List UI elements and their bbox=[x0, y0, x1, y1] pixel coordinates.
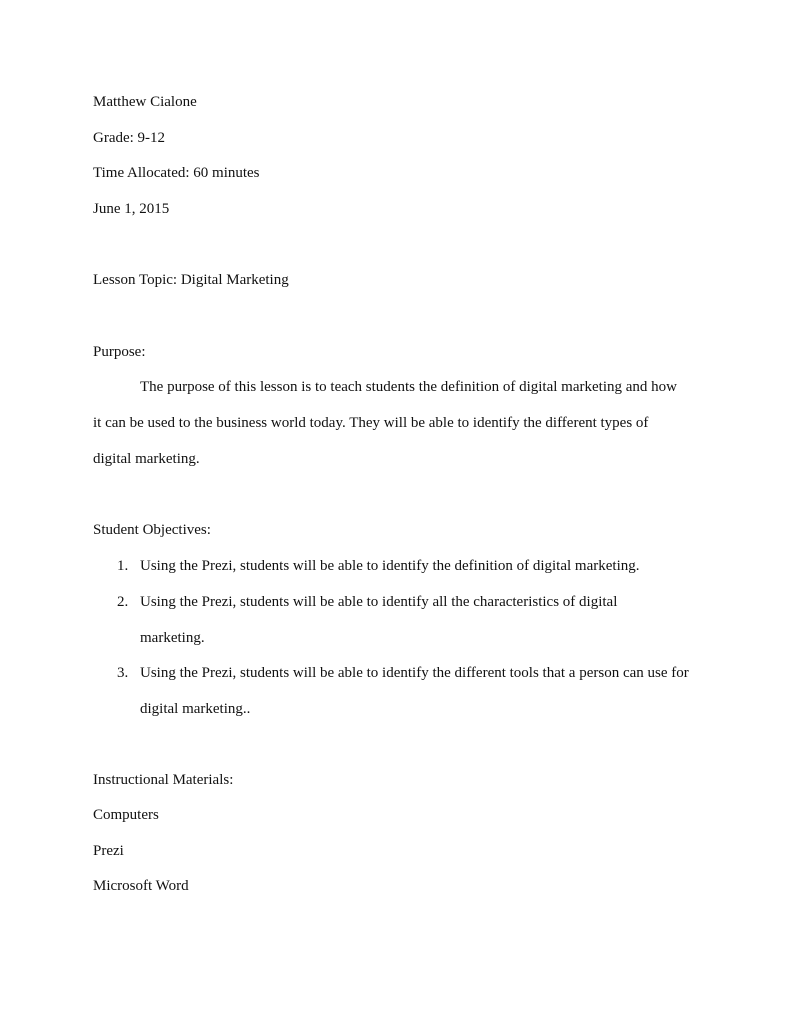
purpose-line-1: The purpose of this lesson is to teach students the definition of digital marketing and how bbox=[140, 379, 677, 395]
date-line: June 1, 2015 bbox=[93, 201, 170, 217]
material-item-computers: Computers bbox=[93, 807, 159, 823]
objective-number: 1. bbox=[117, 558, 129, 574]
objective-text: Using the Prezi, students will be able to identify all the characteristics of digital marketing. bbox=[140, 594, 618, 646]
material-item-word: Microsoft Word bbox=[93, 878, 189, 894]
materials-heading: Instructional Materials: bbox=[93, 772, 234, 788]
objective-text: Using the Prezi, students will be able to identify the definition of digital marketing. bbox=[140, 558, 640, 574]
purpose-line-2: it can be used to the business world today. They will be able to identify the different types of bbox=[93, 415, 649, 431]
objectives-heading: Student Objectives: bbox=[93, 522, 211, 538]
time-allocated-line: Time Allocated: 60 minutes bbox=[93, 165, 260, 181]
lesson-topic: Lesson Topic: Digital Marketing bbox=[93, 272, 289, 288]
purpose-heading: Purpose: bbox=[93, 344, 146, 360]
objective-number: 3. bbox=[117, 665, 129, 681]
objective-number: 2. bbox=[117, 594, 129, 610]
grade-line: Grade: 9-12 bbox=[93, 130, 166, 146]
material-item-prezi: Prezi bbox=[93, 843, 124, 859]
objective-text: Using the Prezi, students will be able to identify the different tools that a person can use for digital marketing.. bbox=[140, 665, 689, 717]
author-name: Matthew Cialone bbox=[93, 94, 197, 110]
purpose-line-3: digital marketing. bbox=[93, 451, 200, 467]
